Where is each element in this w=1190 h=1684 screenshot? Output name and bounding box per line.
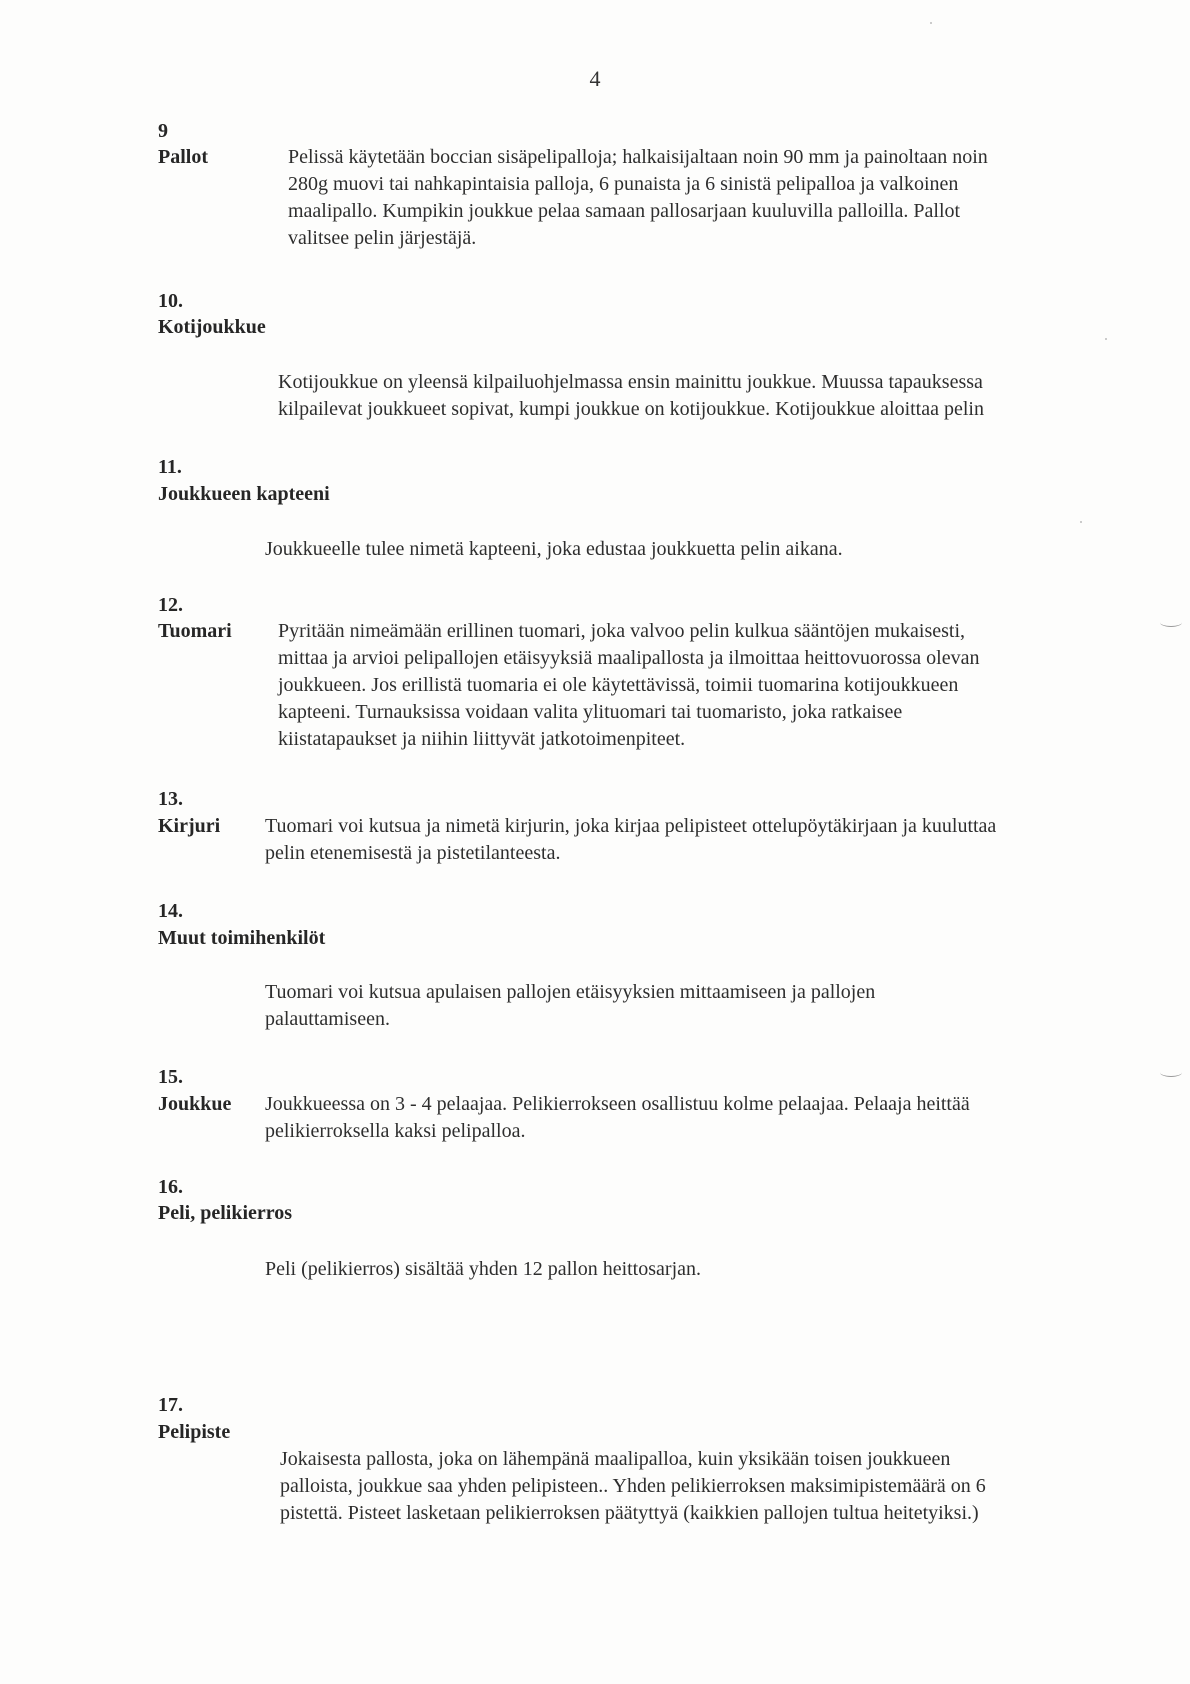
section-number: 14. bbox=[158, 900, 183, 922]
scan-mark bbox=[1160, 618, 1182, 627]
body-line: 280g muovi tai nahkapintaisia palloja, 6 punaista ja 6 sinistä pelipalloa ja valkoinen bbox=[288, 173, 959, 195]
section-number: 16. bbox=[158, 1176, 183, 1198]
body-line: palloista, joukkue saa yhden pelipisteen.. Yhden pelikierroksen maksimipistemäärä on 6 bbox=[280, 1475, 986, 1497]
section-number: 11. bbox=[158, 456, 182, 478]
section-title: Joukkue bbox=[158, 1093, 232, 1115]
section-body bbox=[278, 369, 984, 423]
body-line: Peli (pelikierros) sisältää yhden 12 pallon heittosarjan. bbox=[265, 1258, 701, 1280]
section-title: Pallot bbox=[158, 146, 208, 168]
body-line: kapteeni. Turnauksissa voidaan valita ylituomari tai tuomaristo, joka ratkaisee bbox=[278, 701, 903, 723]
section-title: Peli, pelikierros bbox=[158, 1202, 293, 1224]
scan-dot bbox=[1080, 521, 1082, 523]
body-line: Tuomari voi kutsua apulaisen pallojen etäisyyksien mittaamiseen ja pallojen bbox=[265, 981, 876, 1003]
body-line: pistettä. Pisteet lasketaan pelikierroksen päätyttyä (kaikkien pallojen tultua heitetyiksi.) bbox=[280, 1502, 979, 1524]
section-body bbox=[278, 618, 979, 753]
section-body bbox=[265, 1091, 970, 1145]
section-number: 9 bbox=[158, 120, 168, 142]
scan-mark bbox=[1160, 1068, 1182, 1077]
section-number: 13. bbox=[158, 788, 183, 810]
body-line: mittaa ja arvioi pelipallojen etäisyyksiä maalipallosta ja ilmoittaa heittovuorossa olevan bbox=[278, 647, 980, 669]
section-title: Muut toimihenkilöt bbox=[158, 927, 326, 949]
section-title: Pelipiste bbox=[158, 1421, 231, 1443]
section-title: Kirjuri bbox=[158, 815, 221, 837]
section-body bbox=[265, 1256, 701, 1283]
section-body bbox=[280, 1446, 986, 1527]
section-number: 15. bbox=[158, 1066, 183, 1088]
body-line: Jokaisesta pallosta, joka on lähempänä maalipalloa, kuin yksikään toisen joukkueen bbox=[280, 1448, 951, 1470]
body-line: palauttamiseen. bbox=[265, 1008, 390, 1030]
page-number: 4 bbox=[589, 66, 601, 91]
section-body bbox=[265, 813, 996, 867]
body-line: Kotijoukkue on yleensä kilpailuohjelmassa ensin mainittu joukkue. Muussa tapauksessa bbox=[278, 371, 983, 393]
body-line: valitsee pelin järjestäjä. bbox=[288, 227, 477, 249]
scan-dot bbox=[930, 22, 932, 24]
body-line: Tuomari voi kutsua ja nimetä kirjurin, joka kirjaa pelipisteet ottelupöytäkirjaan ja kuuluttaa bbox=[265, 815, 997, 837]
section-number: 17. bbox=[158, 1394, 183, 1416]
section-title: Kotijoukkue bbox=[158, 316, 266, 338]
section-body bbox=[288, 144, 988, 252]
section-body bbox=[265, 979, 875, 1033]
section-body bbox=[265, 536, 843, 563]
body-line: kiistatapaukset ja niihin liittyvät jatkotoimenpiteet. bbox=[278, 728, 686, 750]
body-line: pelikierroksella kaksi pelipalloa. bbox=[265, 1120, 526, 1142]
scan-dot bbox=[1105, 338, 1107, 340]
body-line: Joukkueelle tulee nimetä kapteeni, joka edustaa joukkuetta pelin aikana. bbox=[265, 538, 843, 560]
section-number: 12. bbox=[158, 594, 183, 616]
section-number: 10. bbox=[158, 290, 183, 312]
body-line: Joukkueessa on 3 - 4 pelaajaa. Pelikierrokseen osallistuu kolme pelaajaa. Pelaaja heittää bbox=[265, 1093, 970, 1115]
body-line: Pyritään nimeämään erillinen tuomari, joka valvoo pelin kulkua sääntöjen mukaisesti, bbox=[278, 620, 966, 642]
section-title: Tuomari bbox=[158, 620, 232, 642]
body-line: maalipallo. Kumpikin joukkue pelaa samaan pallosarjaan kuuluvilla palloilla. Pallot bbox=[288, 200, 961, 222]
section-title: Joukkueen kapteeni bbox=[158, 483, 330, 505]
body-line: joukkueen. Jos erillistä tuomaria ei ole käytettävissä, toimii tuomarina kotijoukkueen bbox=[278, 674, 959, 696]
body-line: Pelissä käytetään boccian sisäpelipalloja; halkaisijaltaan noin 90 mm ja painoltaan noin bbox=[288, 146, 988, 168]
body-line: kilpailevat joukkueet sopivat, kumpi joukkue on kotijoukkue. Kotijoukkue aloittaa pelin bbox=[278, 398, 984, 420]
body-line: pelin etenemisestä ja pistetilanteesta. bbox=[265, 842, 561, 864]
